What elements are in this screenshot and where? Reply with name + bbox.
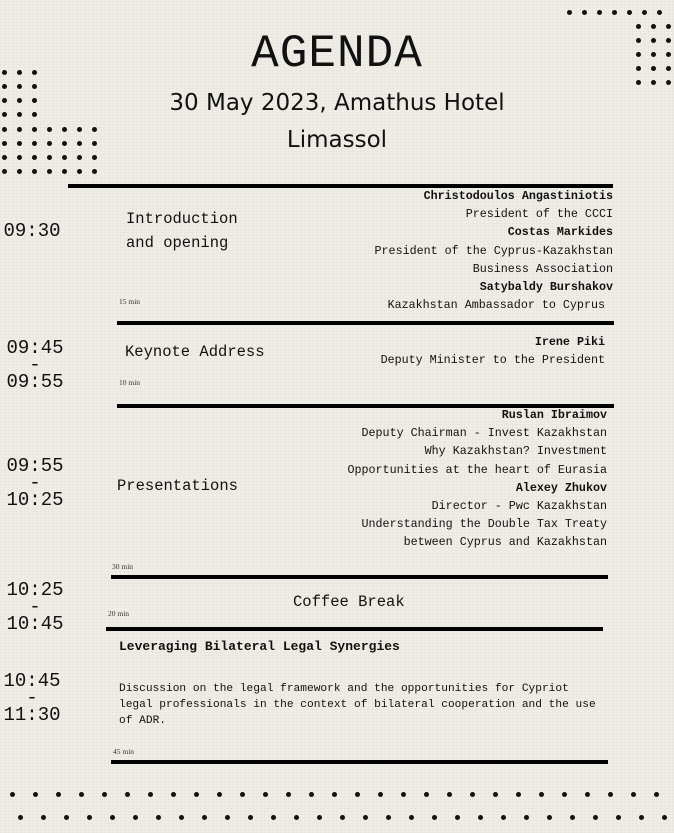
session-title: Introduction and opening bbox=[126, 210, 238, 252]
dot bbox=[17, 169, 22, 174]
session-title: Leveraging Bilateral Legal Synergies bbox=[119, 639, 400, 654]
dot bbox=[271, 815, 276, 820]
session-duration: 20 min bbox=[108, 609, 130, 618]
speaker-list bbox=[375, 187, 613, 314]
dot bbox=[432, 815, 437, 820]
dot bbox=[110, 815, 115, 820]
dot bbox=[539, 792, 544, 797]
session-time: 09:55 - 10:25 bbox=[6, 455, 64, 511]
dot bbox=[501, 815, 506, 820]
dot bbox=[87, 815, 92, 820]
dot bbox=[125, 792, 130, 797]
session-description: Discussion on the legal framework and the opportunities for Cypriot legal professionals in the context of bilateral cooperation and the use of ADR. bbox=[119, 683, 596, 727]
dot bbox=[447, 792, 452, 797]
dot bbox=[547, 815, 552, 820]
dot bbox=[662, 815, 667, 820]
dot bbox=[77, 155, 82, 160]
dot bbox=[10, 792, 15, 797]
dot bbox=[62, 169, 67, 174]
speaker-name: Ruslan Ibraimov bbox=[501, 408, 607, 422]
dot bbox=[2, 155, 7, 160]
session-duration: 45 min bbox=[113, 747, 135, 756]
dot bbox=[524, 815, 529, 820]
dot bbox=[17, 155, 22, 160]
dot bbox=[47, 169, 52, 174]
speaker-role: Kazakhstan Ambassador to Cyprus bbox=[387, 298, 605, 313]
session-duration: 15 min bbox=[119, 297, 141, 306]
dot bbox=[148, 792, 153, 797]
speaker-name: Irene Piki bbox=[534, 335, 605, 349]
dot bbox=[171, 792, 176, 797]
dot bbox=[18, 815, 23, 820]
dot bbox=[570, 815, 575, 820]
dot bbox=[32, 169, 37, 174]
speaker-list bbox=[381, 333, 605, 369]
dot bbox=[309, 792, 314, 797]
dot bbox=[401, 792, 406, 797]
speaker-role: President of the Cyprus-Kazakhstan bbox=[374, 243, 613, 258]
divider-3 bbox=[111, 575, 608, 579]
dot bbox=[317, 815, 322, 820]
speaker-role: President of the CCCI bbox=[465, 207, 613, 222]
dot bbox=[651, 80, 656, 85]
dot bbox=[666, 80, 671, 85]
session-title: Keynote Address bbox=[125, 343, 265, 361]
dot bbox=[2, 84, 7, 89]
speaker-role: Deputy Minister to the President bbox=[380, 353, 605, 368]
dot bbox=[627, 10, 632, 15]
speaker-name: Costas Markides bbox=[507, 225, 613, 240]
speaker-name: Alexey Zhukov bbox=[515, 480, 607, 495]
dot bbox=[493, 792, 498, 797]
divider-5 bbox=[111, 760, 608, 764]
dot bbox=[32, 84, 37, 89]
dot bbox=[79, 792, 84, 797]
dot bbox=[378, 792, 383, 797]
session-title: Presentations bbox=[117, 477, 238, 495]
date-venue: 30 May 2023, Amathus Hotel bbox=[169, 90, 505, 116]
dot bbox=[639, 815, 644, 820]
dot bbox=[455, 815, 460, 820]
session-title: Coffee Break bbox=[293, 593, 405, 611]
speaker-role: between Cyprus and Kazakhstan bbox=[403, 535, 607, 550]
dot bbox=[194, 792, 199, 797]
dot bbox=[156, 815, 161, 820]
dot bbox=[263, 792, 268, 797]
city: Limassol bbox=[286, 127, 388, 153]
dot bbox=[636, 80, 641, 85]
dot bbox=[77, 169, 82, 174]
dot bbox=[340, 815, 345, 820]
dot bbox=[64, 815, 69, 820]
dot bbox=[585, 792, 590, 797]
dot bbox=[424, 792, 429, 797]
dot bbox=[616, 815, 621, 820]
speaker-role: Business Association bbox=[472, 261, 613, 276]
dot bbox=[17, 84, 22, 89]
dot bbox=[133, 815, 138, 820]
dot bbox=[332, 792, 337, 797]
session-time: 09:30 bbox=[3, 220, 61, 242]
dot bbox=[248, 815, 253, 820]
speaker-role: Director - Pwc Kazakhstan bbox=[431, 499, 607, 514]
dot bbox=[363, 815, 368, 820]
dot bbox=[593, 815, 598, 820]
dot bbox=[562, 792, 567, 797]
dot bbox=[409, 815, 414, 820]
dot bbox=[225, 815, 230, 820]
divider-1 bbox=[117, 321, 614, 325]
dot bbox=[612, 10, 617, 15]
speaker-role: Why Kazakhstan? Investment bbox=[424, 444, 607, 459]
dot bbox=[294, 815, 299, 820]
dot bbox=[567, 10, 572, 15]
dot bbox=[608, 792, 613, 797]
session-time: 09:45 - 09:55 bbox=[6, 337, 64, 393]
dot bbox=[516, 792, 521, 797]
dot bbox=[386, 815, 391, 820]
dot bbox=[478, 815, 483, 820]
dot bbox=[597, 10, 602, 15]
dot bbox=[470, 792, 475, 797]
dot bbox=[657, 10, 662, 15]
dot bbox=[286, 792, 291, 797]
speaker-role: Opportunities at the heart of Eurasia bbox=[347, 462, 607, 477]
dot bbox=[56, 792, 61, 797]
dot bbox=[631, 792, 636, 797]
dot bbox=[33, 792, 38, 797]
speaker-name: Christodoulos Angastiniotis bbox=[423, 189, 613, 203]
speaker-name: Satybaldy Burshakov bbox=[479, 280, 613, 295]
dot bbox=[240, 792, 245, 797]
dot bbox=[642, 10, 647, 15]
session-time: 10:45 - 11:30 bbox=[3, 670, 61, 726]
session-duration: 10 min bbox=[119, 378, 141, 387]
speaker-role: Understanding the Double Tax Treaty bbox=[361, 517, 607, 532]
dot bbox=[654, 792, 659, 797]
dot bbox=[47, 155, 52, 160]
dot bbox=[2, 169, 7, 174]
dot bbox=[41, 815, 46, 820]
page-title: AGENDA bbox=[251, 28, 423, 80]
dot bbox=[355, 792, 360, 797]
dot bbox=[217, 792, 222, 797]
dot bbox=[102, 792, 107, 797]
dot bbox=[92, 169, 97, 174]
dot bbox=[582, 10, 587, 15]
speaker-list bbox=[347, 406, 607, 552]
divider-4 bbox=[106, 627, 603, 631]
dot bbox=[202, 815, 207, 820]
dot bbox=[32, 155, 37, 160]
speaker-role: Deputy Chairman - Invest Kazakhstan bbox=[361, 426, 607, 441]
session-time: 10:25 - 10:45 bbox=[6, 579, 64, 635]
dot bbox=[62, 155, 67, 160]
dot bbox=[179, 815, 184, 820]
session-duration: 30 min bbox=[112, 562, 134, 571]
dot bbox=[92, 155, 97, 160]
